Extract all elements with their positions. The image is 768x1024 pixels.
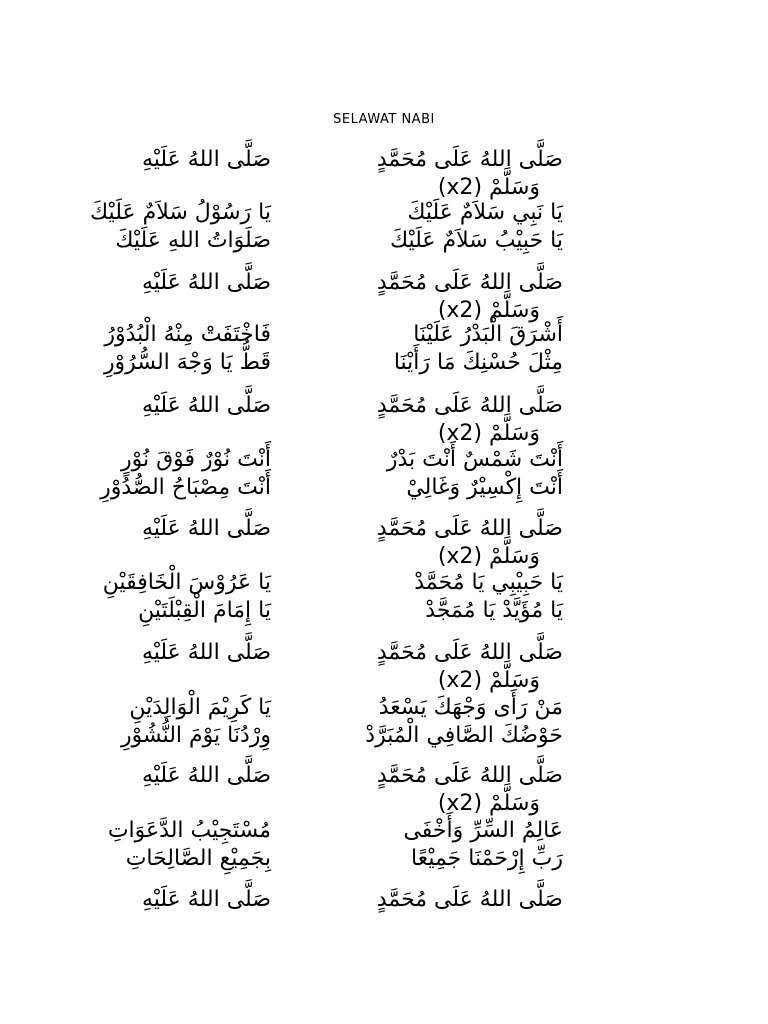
chorus-response: صَلَّى اللهُ عَلَيْهِ bbox=[141, 887, 271, 912]
chorus-response: صَلَّى اللهُ عَلَيْهِ bbox=[141, 516, 271, 541]
chorus-line-1: صَلَّى اللهُ عَلَى مُحَمَّدٍ bbox=[376, 147, 563, 172]
chorus-response: صَلَّى اللهُ عَلَيْهِ bbox=[141, 147, 271, 172]
verse-1-right-2: يَا حَبِيْبُ سَلاَمٌ عَلَيْكَ bbox=[389, 228, 563, 253]
chorus-line-2: وَسَلَّمْ (x2) bbox=[437, 544, 540, 569]
chorus-line-1: صَلَّى اللهُ عَلَى مُحَمَّدٍ bbox=[376, 763, 563, 788]
verse-3-left-1: أَنْتَ نُوْرٌ فَوْقَ نُوْرٍ bbox=[121, 447, 271, 472]
verse-2-right-1: أَشْرَقَ الْبَدْرُ عَلَيْنَا bbox=[413, 322, 563, 347]
page-title: SELAWAT NABI bbox=[333, 112, 435, 127]
verse-3-right-1: أَنْتَ شَمْسٌ أَنْتَ بَدْرٌ bbox=[386, 447, 563, 472]
verse-4-right-1: يَا حَبِيْبِي يَا مُحَمَّدْ bbox=[414, 570, 563, 595]
chorus-line-1: صَلَّى اللهُ عَلَى مُحَمَّدٍ bbox=[376, 887, 563, 912]
chorus-line-1: صَلَّى اللهُ عَلَى مُحَمَّدٍ bbox=[376, 270, 563, 295]
verse-1-left-2: صَلَوَاتُ اللهِ عَلَيْكَ bbox=[115, 228, 271, 253]
chorus-line-2: وَسَلَّمْ (x2) bbox=[437, 298, 540, 323]
chorus-line-2: وَسَلَّمْ (x2) bbox=[437, 668, 540, 693]
verse-3-right-2: أَنْتَ إِكْسِيْرٌ وَغَالِيْ bbox=[406, 475, 563, 500]
verse-6-left-2: بِجَمِيْعِ الصَّالِحَاتِ bbox=[125, 846, 271, 871]
verse-1-left-1: يَا رَسُوْلُ سَلاَمٌ عَلَيْكَ bbox=[90, 200, 271, 225]
verse-4-left-2: يَا إِمَامَ الْقِبْلَتَيْنِ bbox=[138, 598, 271, 623]
chorus-line-2: وَسَلَّمْ (x2) bbox=[437, 791, 540, 816]
verse-2-left-2: قَطُّ يَا وَجْهَ السُّرُوْرِ bbox=[103, 350, 271, 375]
verse-2-right-2: مِثْلَ حُسْنِكَ مَا رَأَيْنَا bbox=[393, 350, 563, 375]
chorus-response: صَلَّى اللهُ عَلَيْهِ bbox=[141, 393, 271, 418]
verse-2-left-1: فَاخْتَفَتْ مِنْهُ الْبُدُوْرُ bbox=[104, 322, 271, 347]
chorus-response: صَلَّى اللهُ عَلَيْهِ bbox=[141, 640, 271, 665]
verse-4-right-2: يَا مُؤَيَّدْ يَا مُمَجَّدْ bbox=[425, 598, 563, 623]
verse-6-right-2: رَبِّ إِرْحَمْنَا جَمِيْعًا bbox=[411, 846, 563, 871]
chorus-response: صَلَّى اللهُ عَلَيْهِ bbox=[141, 763, 271, 788]
verse-6-left-1: مُسْتَجِيْبُ الدَّعَوَاتِ bbox=[107, 818, 271, 843]
chorus-response: صَلَّى اللهُ عَلَيْهِ bbox=[141, 270, 271, 295]
verse-5-right-2: حَوْضُكَ الصَّافِي الْمُبَرَّدْ bbox=[365, 723, 563, 748]
verse-5-left-2: وِرْدُنَا يَوْمَ النُّشُوْرِ bbox=[120, 723, 271, 748]
chorus-line-1: صَلَّى اللهُ عَلَى مُحَمَّدٍ bbox=[376, 640, 563, 665]
verse-6-right-1: عَالِمُ السِّرِّ وَأَخْفَى bbox=[403, 818, 563, 843]
chorus-line-2: وَسَلَّمْ (x2) bbox=[437, 175, 540, 200]
verse-4-left-1: يَا عَرُوْسَ الْخَافِقَيْنِ bbox=[102, 570, 271, 595]
chorus-line-1: صَلَّى اللهُ عَلَى مُحَمَّدٍ bbox=[376, 516, 563, 541]
verse-5-left-1: يَا كَرِيْمَ الْوَالِدَيْنِ bbox=[129, 695, 271, 720]
verse-3-left-2: أَنْتَ مِصْبَاحُ الصُّدُوْرِ bbox=[100, 475, 271, 500]
chorus-line-2: وَسَلَّمْ (x2) bbox=[437, 421, 540, 446]
chorus-line-1: صَلَّى اللهُ عَلَى مُحَمَّدٍ bbox=[376, 393, 563, 418]
verse-5-right-1: مَنْ رَأَى وَجْهَكَ يَسْعَدُ bbox=[378, 695, 563, 720]
verse-1-right-1: يَا نَبِي سَلاَمٌ عَلَيْكَ bbox=[407, 200, 563, 225]
